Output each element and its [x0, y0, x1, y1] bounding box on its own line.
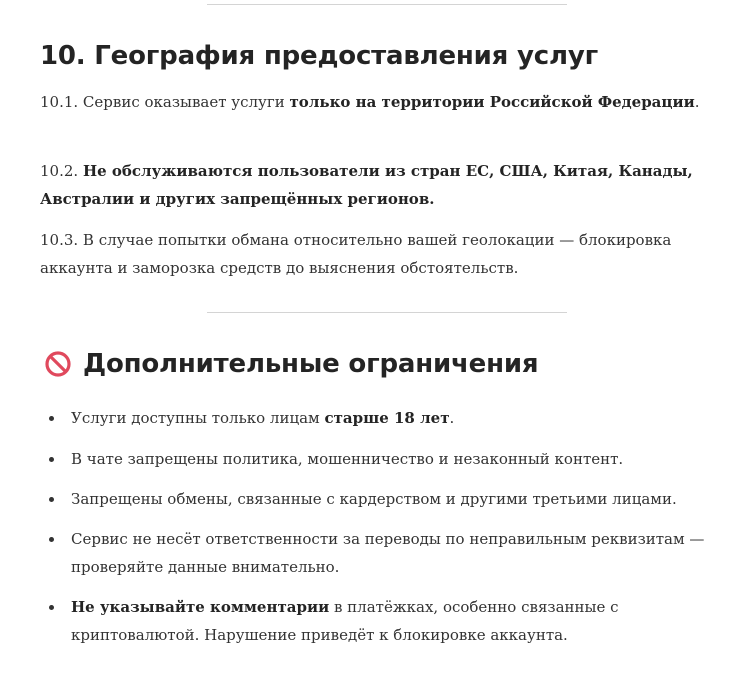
p2-prefix: 10.2.: [40, 162, 83, 180]
paragraph-10-1: [40, 88, 720, 116]
p3-text: 10.3. В случае попытки обмана относительно вашей геолокации — блокировка аккаунта и заморозка средств до выяснения обстоятельств.: [40, 231, 672, 277]
bullet-dot: [49, 457, 54, 462]
bullet-dot: [49, 497, 54, 502]
p1-bold: только на территории Российской Федерации: [289, 93, 695, 111]
list-item: [40, 445, 730, 473]
item-4-text: Сервис не несёт ответственности за переводы по неправильным реквизитам — проверяйте данные внимательно.: [71, 530, 705, 576]
restrictions-title-text: Дополнительные ограничения: [83, 349, 539, 379]
list-item: [40, 525, 730, 581]
bullet-dot: [49, 537, 54, 542]
item-3-text: Запрещены обмены, связанные с кардерством и другими третьими лицами.: [71, 490, 677, 508]
item-1-bold: старше 18 лет: [324, 409, 450, 427]
bullet-dot: [49, 605, 54, 610]
paragraph-10-2: [40, 157, 720, 213]
list-item: [40, 404, 730, 432]
p1-suffix: .: [694, 93, 700, 111]
item-5-suffix: в платёжках, особенно связанные с криптовалютой. Нарушение приведёт к блокировке аккаунта.: [71, 598, 619, 644]
list-item: [40, 593, 730, 649]
item-5-bold: Не указывайте комментарии: [71, 598, 330, 616]
divider-middle: [207, 312, 567, 313]
item-2-text: В чате запрещены политика, мошенничество и незаконный контент.: [71, 450, 624, 468]
prohibited-icon: [45, 351, 71, 377]
p1-prefix: 10.1. Сервис оказывает услуги: [40, 93, 290, 111]
divider-top: [207, 4, 567, 5]
item-1-suffix: .: [449, 409, 455, 427]
paragraph-10-3: [40, 226, 720, 282]
item-1-prefix: Услуги доступны только лицам: [71, 409, 325, 427]
bullet-dot: [49, 416, 54, 421]
list-item: [40, 485, 730, 513]
restrictions-list: [40, 404, 730, 649]
p2-bold: Не обслуживаются пользователи из стран ЕС, США, Китая, Канады, Австралии и других запрещённых регионов.: [40, 162, 693, 208]
section-title-restrictions: [45, 348, 538, 380]
section-title-geography: 10. География предоставления услуг: [40, 41, 598, 71]
